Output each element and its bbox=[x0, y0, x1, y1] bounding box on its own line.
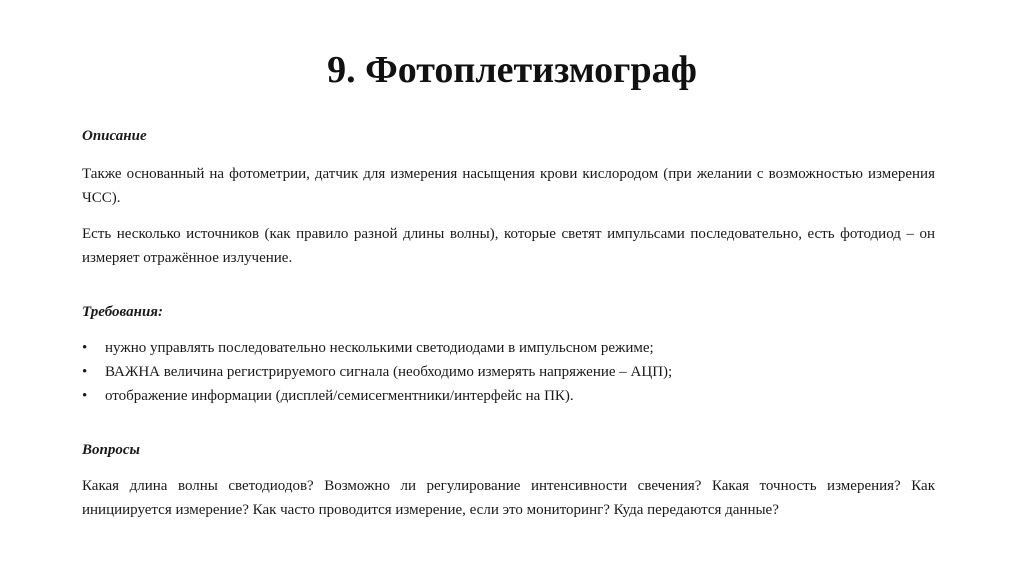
bullet-icon: • bbox=[82, 340, 88, 356]
list-item bbox=[82, 360, 942, 384]
list-item-text: нужно управлять последовательно несколькими светодиодами в импульсном режиме; bbox=[105, 340, 654, 356]
description-heading: Описание bbox=[82, 128, 147, 144]
list-item-text: отображение информации (дисплей/семисегментники/интерфейс на ПК). bbox=[105, 388, 574, 404]
questions-heading: Вопросы bbox=[82, 442, 140, 458]
bullet-icon: • bbox=[82, 364, 88, 380]
list-item bbox=[82, 336, 942, 360]
requirements-list bbox=[82, 336, 942, 408]
list-item-text: ВАЖНА величина регистрируемого сигнала (необходимо измерять напряжение – АЦП); bbox=[105, 364, 673, 380]
requirements-heading: Требования: bbox=[82, 304, 164, 320]
description-paragraph-1: Также основанный на фотометрии, датчик для измерения насыщения крови кислородом (при желании с возможностью измерения ЧСС). bbox=[82, 166, 935, 206]
slide-title: 9. Фотоплетизмограф bbox=[327, 49, 697, 91]
questions-paragraph: Какая длина волны светодиодов? Возможно ли регулирование интенсивности свечения? Какая точность измерения? Как инициируется измерение? Как часто проводится измерение, если это мониторинг? Куда передаются данные? bbox=[82, 478, 935, 518]
description-paragraph-2: Есть несколько источников (как правило разной длины волны), которые светят импульсами последовательно, есть фотодиод – он измеряет отражённое излучение. bbox=[82, 226, 935, 266]
list-item bbox=[82, 384, 942, 408]
bullet-icon: • bbox=[82, 388, 88, 404]
